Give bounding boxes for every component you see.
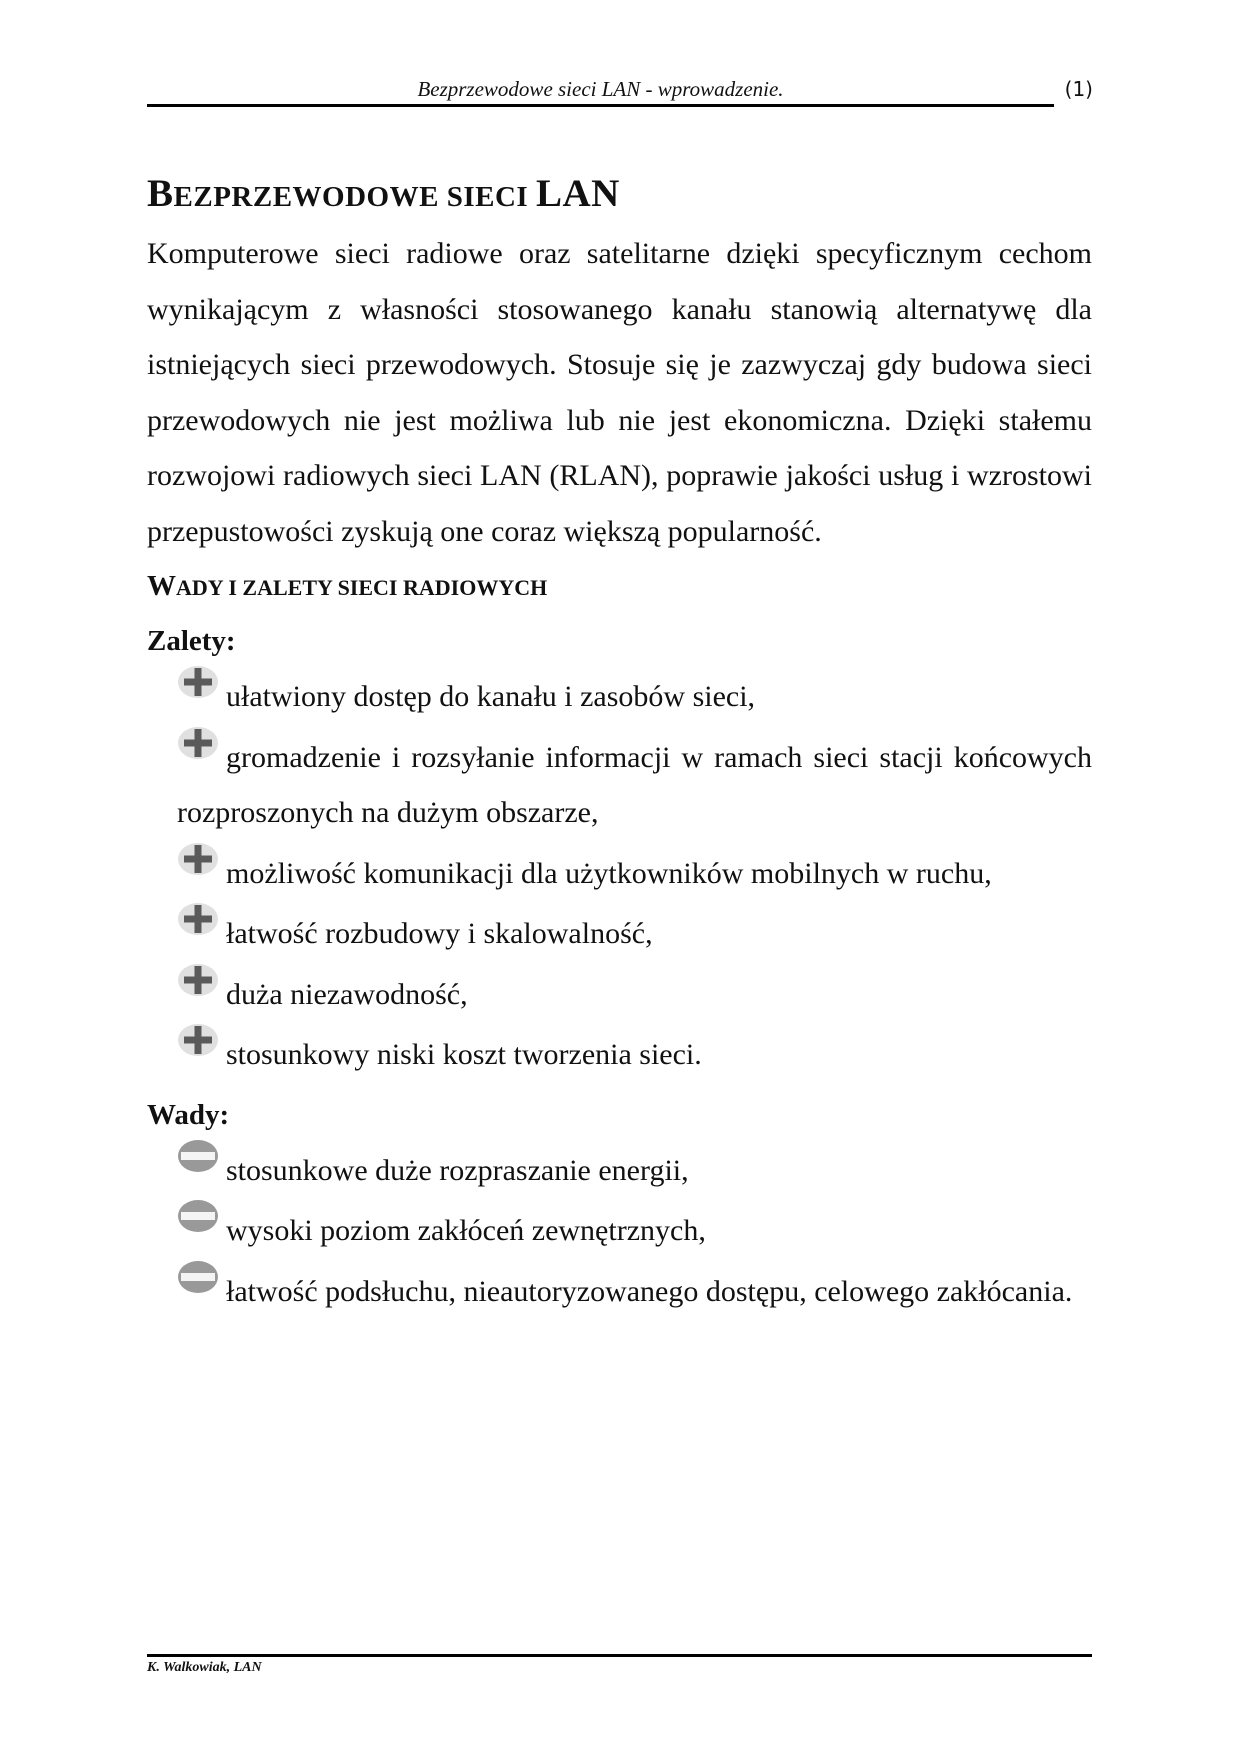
list-item [177, 1143, 1092, 1199]
disadvantages-list [147, 1143, 1092, 1320]
list-item [177, 1027, 1092, 1083]
minus-circle-icon [177, 1148, 221, 1182]
list-item [177, 1264, 1092, 1320]
plus-circle-icon [177, 851, 221, 885]
section-title [147, 559, 1092, 614]
title-first-letter: B [147, 172, 174, 215]
list-item [177, 730, 1092, 841]
plus-circle-icon [177, 674, 221, 708]
advantage-text: łatwość rozbudowy i skalowalność, [226, 917, 653, 950]
plus-circle-icon [177, 1032, 221, 1066]
title-rest: EZPRZEWODOWE SIECI [173, 181, 536, 213]
section-title-first-letter: W [147, 570, 176, 602]
advantages-list [147, 669, 1092, 1083]
header-title: Bezprzewodowe sieci LAN - wprowadzenie. [417, 77, 784, 101]
list-item [177, 846, 1092, 902]
advantage-text: duża niezawodność, [226, 977, 468, 1011]
list-item [177, 669, 1092, 725]
plus-circle-icon [177, 911, 221, 945]
minus-circle-icon [177, 1269, 221, 1303]
list-item [177, 967, 1092, 1023]
list-item [177, 906, 1092, 962]
disadvantage-text: łatwość podsłuchu, nieautoryzowanego dostępu, celowego zakłócania. [226, 1274, 1073, 1308]
header-rule [147, 104, 1054, 107]
advantage-text: możliwość komunikacji dla użytkowników mobilnych w ruchu, [226, 856, 992, 890]
title-tail: LAN [535, 172, 620, 215]
disadvantage-text: stosunkowe duże rozpraszanie energii, [226, 1153, 689, 1187]
advantage-text: ułatwiony dostęp do kanału i zasobów sieci, [226, 680, 756, 713]
disadvantage-text: wysoki poziom zakłóceń zewnętrznych, [226, 1214, 706, 1247]
document-body [147, 168, 1092, 1324]
minus-circle-icon [177, 1208, 221, 1242]
page-number: (1) [1064, 77, 1093, 101]
plus-circle-icon [177, 735, 221, 769]
footer-author: K. Walkowiak, LAN [147, 1660, 262, 1675]
advantage-text: gromadzenie i rozsyłanie informacji w ramach sieci stacji końcowych rozproszonych na dużym obszarze, [177, 740, 1092, 829]
page-header [147, 70, 1093, 110]
page-footer [147, 1654, 1092, 1679]
list-item [177, 1203, 1092, 1259]
intro-paragraph: Komputerowe sieci radiowe oraz satelitarne dzięki specyficznym cechom wynikającym z własności stosowanego kanału stanowią alternatywę dla istniejących sieci przewodowych. Stosuje się je zazwyczaj gdy budowa sieci przewodowych nie jest możliwa lub nie jest ekonomiczna. Dzięki stałemu rozwojowi radiowych sieci LAN (RLAN), poprawie jakości usług i wzrostowi przepustowości zyskują one coraz większą popularność. [147, 237, 1092, 548]
advantage-text: stosunkowy niski koszt tworzenia sieci. [226, 1038, 702, 1071]
plus-circle-icon [177, 972, 221, 1006]
document-title [147, 168, 1092, 226]
advantages-label: Zalety: [147, 625, 236, 657]
disadvantages-label: Wady: [147, 1098, 230, 1131]
section-title-rest: ADY I ZALETY SIECI RADIOWYCH [176, 575, 548, 600]
